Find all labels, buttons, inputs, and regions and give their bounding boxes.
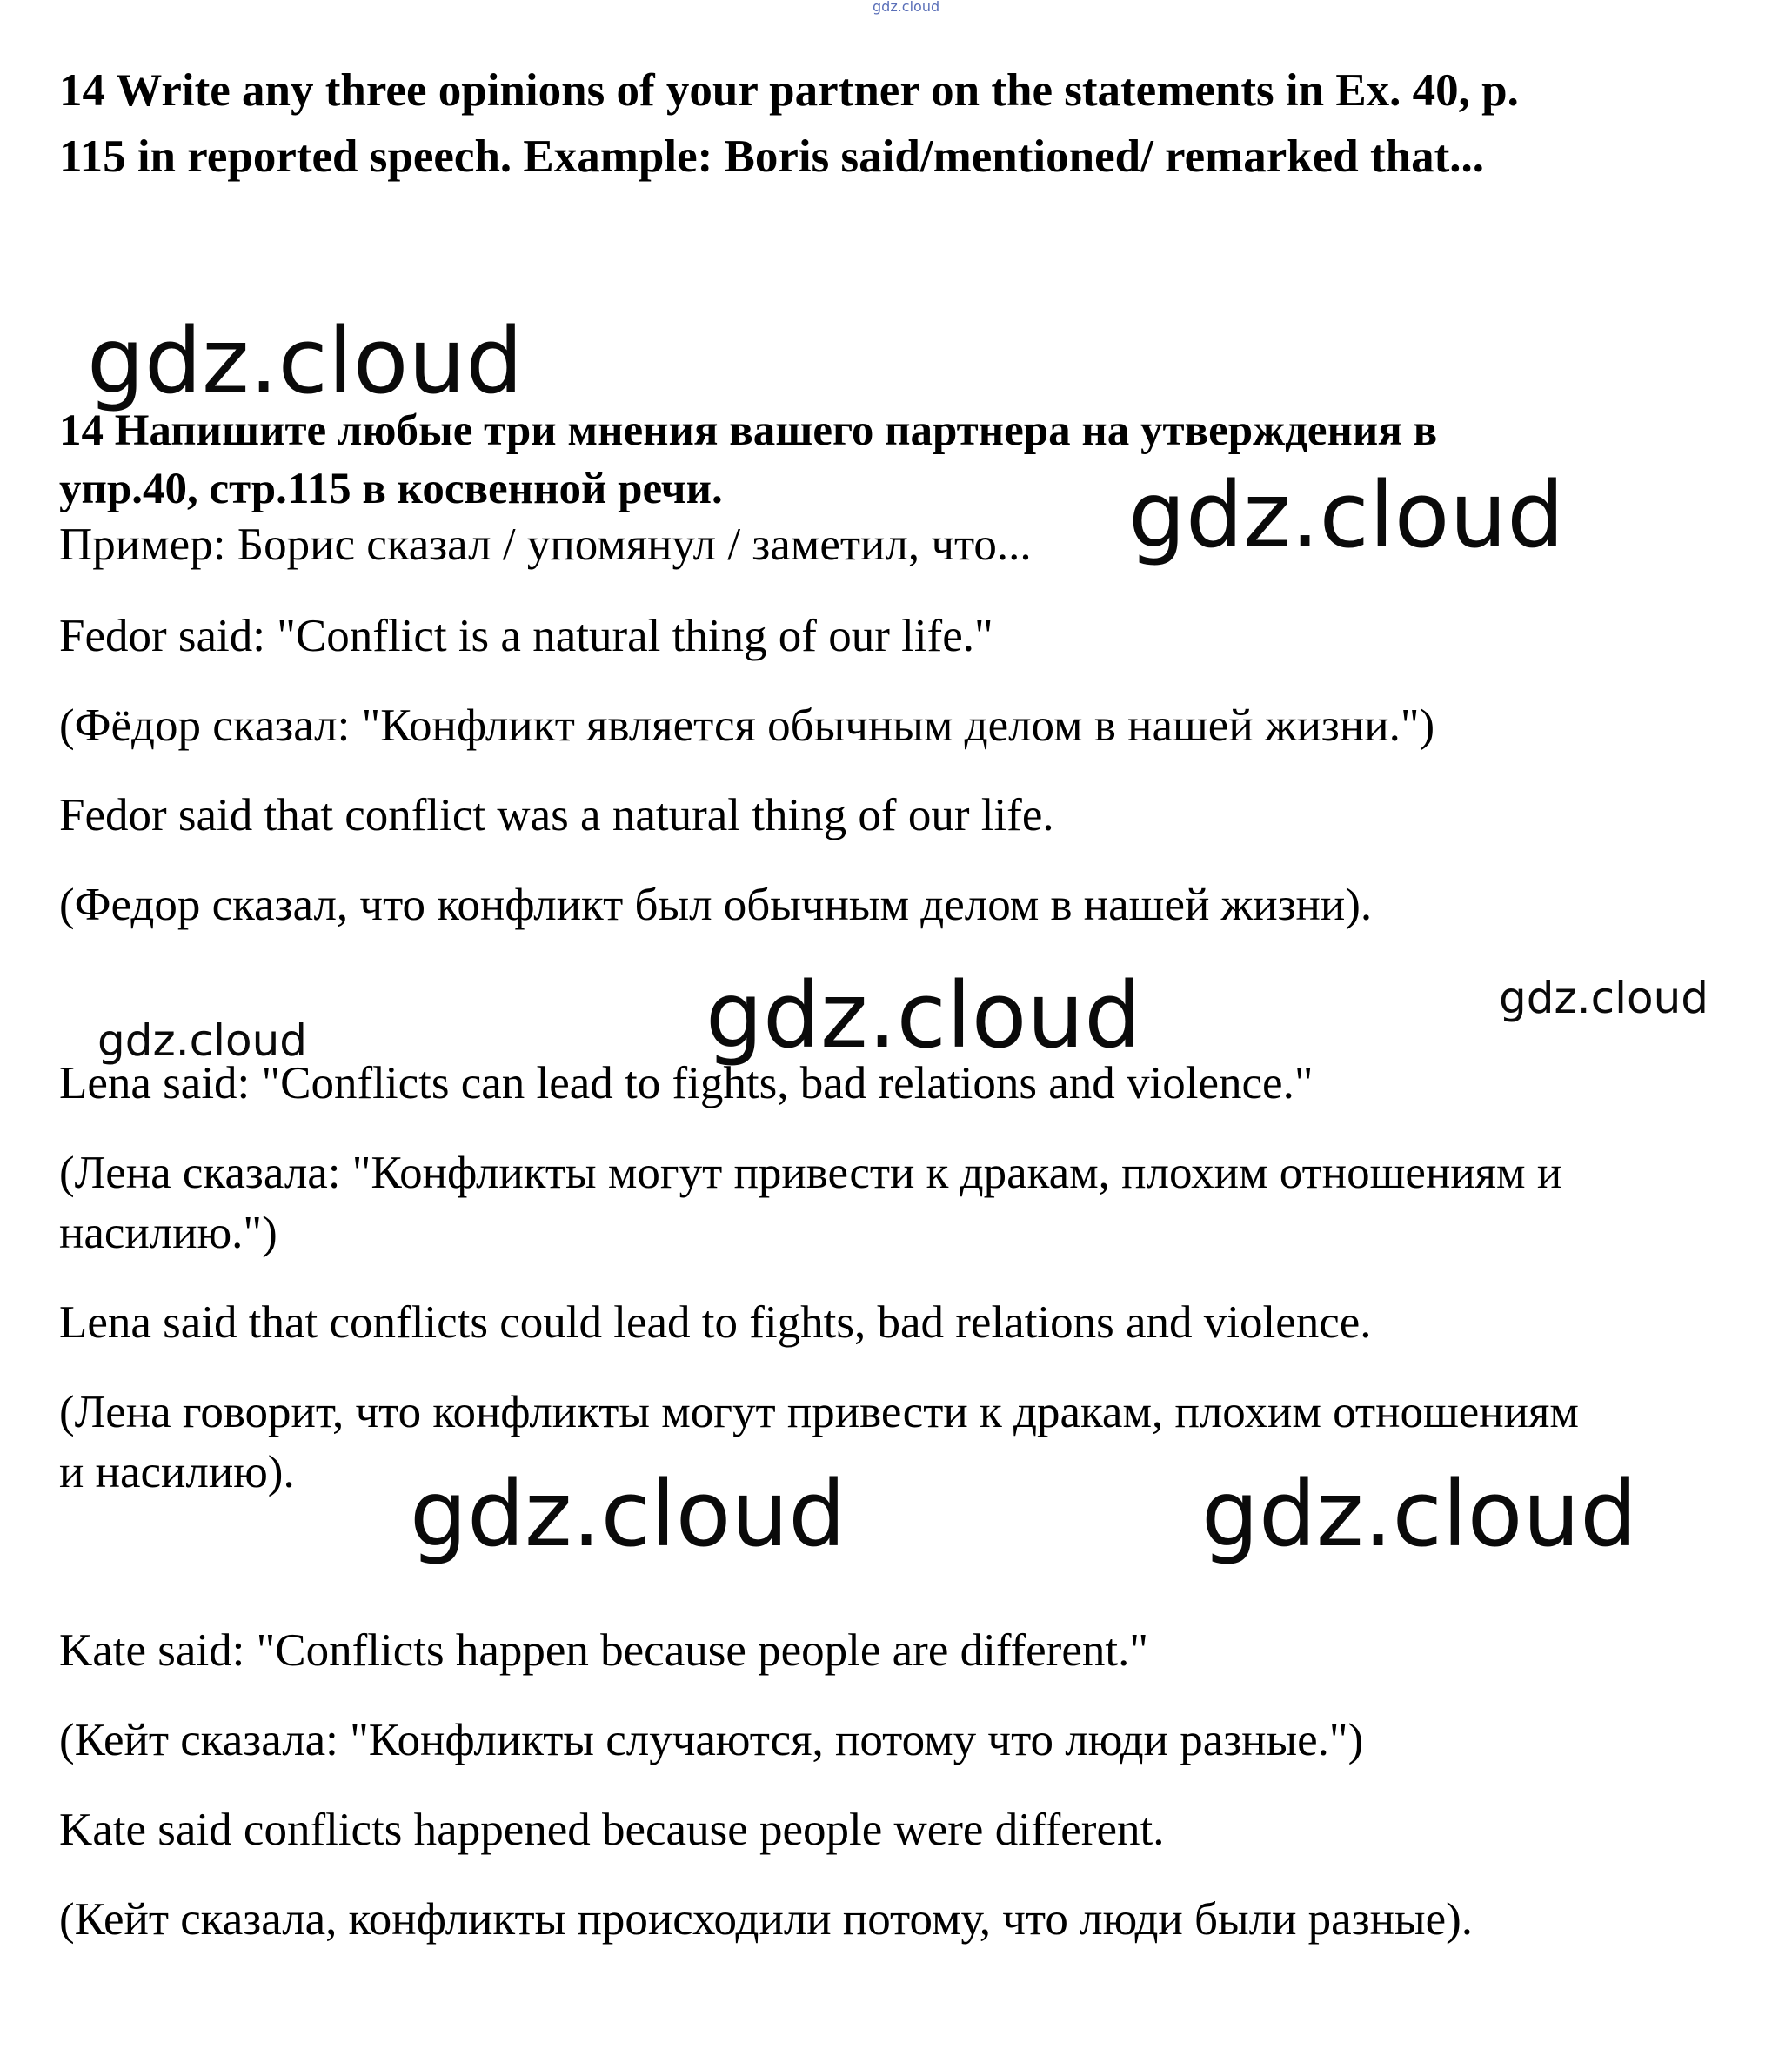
watermark: gdz.cloud: [705, 962, 1142, 1068]
kate-direct-ru: (Кейт сказала: "Конфликты случаются, потому что люди разные."): [59, 1715, 1364, 1765]
fedor-reported: Fedor said that conflict was a natural thing of our life.: [59, 790, 1054, 840]
example-ru: Пример: Борис сказал / упомянул / заметил, что...: [59, 519, 1032, 570]
lena-reported: Lena said that conflicts could lead to fights, bad relations and violence.: [59, 1297, 1372, 1348]
task-heading-ru-line1: 14 Напишите любые три мнения вашего партнера на утверждения в: [59, 406, 1438, 455]
task-heading-en-line1: 14 Write any three opinions of your partner on the statements in Ex. 40, p.: [59, 65, 1519, 116]
lena-direct-ru-line2: насилию."): [59, 1208, 277, 1258]
watermark-top: gdz.cloud: [873, 0, 940, 15]
lena-direct-ru-line1: (Лена сказала: "Конфликты могут привести к дракам, плохим отношениям и: [59, 1148, 1562, 1198]
task-heading-ru-line2: упр.40, стр.115 в косвенной речи.: [59, 465, 723, 513]
task-heading-en-line2: 115 in reported speech. Example: Boris said/mentioned/ remarked that...: [59, 131, 1485, 182]
lena-reported-ru-line1: (Лена говорит, что конфликты могут привести к дракам, плохим отношениям: [59, 1387, 1579, 1437]
watermark: gdz.cloud: [1499, 973, 1709, 1023]
fedor-direct-ru: (Фёдор сказал: "Конфликт является обычным делом в нашей жизни."): [59, 700, 1435, 751]
lena-direct: Lena said: "Conflicts can lead to fights, bad relations and violence.": [59, 1058, 1314, 1108]
watermark: gdz.cloud: [97, 1015, 308, 1066]
fedor-direct: Fedor said: "Conflict is a natural thing of our life.": [59, 611, 993, 661]
watermark: gdz.cloud: [87, 308, 524, 414]
watermark: gdz.cloud: [1201, 1461, 1638, 1567]
fedor-reported-ru: (Федор сказал, что конфликт был обычным делом в нашей жизни).: [59, 880, 1373, 930]
watermark: gdz.cloud: [410, 1461, 846, 1567]
kate-reported-ru: (Кейт сказала, конфликты происходили потому, что люди были разные).: [59, 1894, 1474, 1945]
lena-reported-ru-line2: и насилию).: [59, 1447, 295, 1497]
watermark: gdz.cloud: [1128, 462, 1565, 568]
kate-direct: Kate said: "Conflicts happen because people are different.": [59, 1625, 1148, 1676]
kate-reported: Kate said conflicts happened because people were different.: [59, 1805, 1165, 1855]
